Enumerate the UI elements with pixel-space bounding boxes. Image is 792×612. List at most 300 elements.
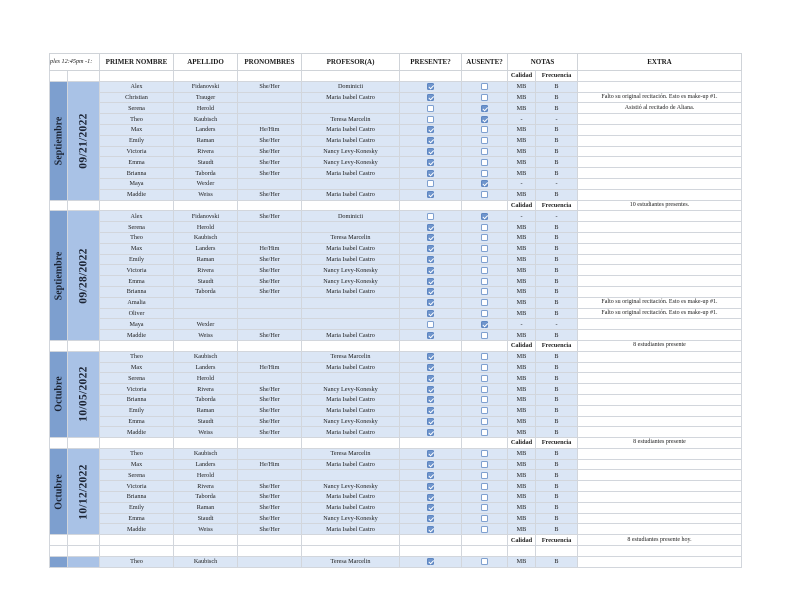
teacher-cell[interactable]: Nancy Levy-Konesky	[302, 416, 400, 427]
absent-checkbox[interactable]	[481, 364, 488, 371]
quality-cell[interactable]: MB	[508, 330, 536, 341]
first-name-cell[interactable]: Oliver	[100, 308, 174, 319]
teacher-cell[interactable]: Nancy Levy-Konesky	[302, 276, 400, 287]
empty-cell[interactable]	[174, 535, 238, 546]
pronouns-cell[interactable]: She/Her	[238, 168, 302, 179]
absent-checkbox[interactable]	[481, 170, 488, 177]
absent-checkbox[interactable]	[481, 278, 488, 285]
present-checkbox[interactable]	[427, 137, 434, 144]
quality-cell[interactable]: MB	[508, 265, 536, 276]
absent-checkbox[interactable]	[481, 116, 488, 123]
empty-cell[interactable]	[462, 200, 508, 211]
last-name-cell[interactable]: Rivera	[174, 384, 238, 395]
last-name-cell[interactable]: Weiss	[174, 189, 238, 200]
absent-checkbox[interactable]	[481, 494, 488, 501]
first-name-cell[interactable]: Serena	[100, 470, 174, 481]
present-checkbox[interactable]	[427, 180, 434, 187]
frequency-cell[interactable]: B	[536, 124, 578, 135]
pronouns-cell[interactable]: She/Her	[238, 276, 302, 287]
empty-cell[interactable]	[400, 438, 462, 449]
extra-cell[interactable]	[578, 513, 742, 524]
pronouns-cell[interactable]: She/Her	[238, 189, 302, 200]
session-summary[interactable]: 8 estudiantes presente hoy.	[578, 535, 742, 546]
frequency-cell[interactable]: B	[536, 265, 578, 276]
present-checkbox[interactable]	[427, 278, 434, 285]
teacher-cell[interactable]: Maria Isabel Castro	[302, 124, 400, 135]
present-checkbox[interactable]	[427, 267, 434, 274]
quality-cell[interactable]: -	[508, 114, 536, 125]
empty-cell[interactable]	[50, 535, 68, 546]
frequency-cell[interactable]: B	[536, 135, 578, 146]
empty-cell[interactable]	[302, 535, 400, 546]
quality-subheader[interactable]: Calidad	[508, 200, 536, 211]
teacher-cell[interactable]: Maria Isabel Castro	[302, 189, 400, 200]
empty-cell[interactable]	[68, 200, 100, 211]
absent-checkbox[interactable]	[481, 504, 488, 511]
quality-cell[interactable]: MB	[508, 243, 536, 254]
extra-cell[interactable]	[578, 254, 742, 265]
session-summary[interactable]: 10 estudiantes presentes.	[578, 200, 742, 211]
month-label[interactable]	[50, 448, 68, 534]
frequency-subheader[interactable]: Frecuencia	[536, 340, 578, 351]
month-label[interactable]	[50, 556, 68, 567]
extra-cell[interactable]	[578, 276, 742, 287]
present-checkbox[interactable]	[427, 526, 434, 533]
first-name-cell[interactable]: Theo	[100, 448, 174, 459]
last-name-cell[interactable]: Taborda	[174, 168, 238, 179]
quality-cell[interactable]: MB	[508, 81, 536, 92]
pronouns-cell[interactable]: She/Her	[238, 513, 302, 524]
frequency-cell[interactable]: B	[536, 351, 578, 362]
pronouns-cell[interactable]: He/Him	[238, 243, 302, 254]
quality-cell[interactable]: MB	[508, 492, 536, 503]
teacher-cell[interactable]: Maria Isabel Castro	[302, 330, 400, 341]
teacher-cell[interactable]: Nancy Levy-Konesky	[302, 146, 400, 157]
pronouns-cell[interactable]: She/Her	[238, 254, 302, 265]
present-checkbox[interactable]	[427, 450, 434, 457]
empty-cell[interactable]	[50, 340, 68, 351]
present-checkbox[interactable]	[427, 483, 434, 490]
extra-cell[interactable]	[578, 524, 742, 535]
frequency-cell[interactable]: B	[536, 254, 578, 265]
pronouns-cell[interactable]: She/Her	[238, 416, 302, 427]
absent-checkbox[interactable]	[481, 418, 488, 425]
empty-cell[interactable]	[174, 200, 238, 211]
quality-cell[interactable]: MB	[508, 189, 536, 200]
empty-cell[interactable]	[302, 71, 400, 82]
last-name-cell[interactable]: Herold	[174, 222, 238, 233]
quality-cell[interactable]: MB	[508, 502, 536, 513]
absent-checkbox[interactable]	[481, 558, 488, 565]
last-name-cell[interactable]: Rivera	[174, 481, 238, 492]
present-checkbox[interactable]	[427, 105, 434, 112]
frequency-cell[interactable]: B	[536, 427, 578, 438]
frequency-cell[interactable]: -	[536, 114, 578, 125]
first-name-cell[interactable]: Serena	[100, 103, 174, 114]
present-checkbox[interactable]	[427, 213, 434, 220]
empty-cell[interactable]	[68, 71, 100, 82]
last-name-cell[interactable]: Weiss	[174, 427, 238, 438]
present-checkbox[interactable]	[427, 494, 434, 501]
teacher-cell[interactable]: Maria Isabel Castro	[302, 492, 400, 503]
present-checkbox[interactable]	[427, 386, 434, 393]
extra-cell[interactable]	[578, 373, 742, 384]
extra-cell[interactable]	[578, 243, 742, 254]
empty-cell[interactable]	[462, 340, 508, 351]
extra-cell[interactable]	[578, 114, 742, 125]
pronouns-cell[interactable]	[238, 351, 302, 362]
pronouns-cell[interactable]: She/Her	[238, 330, 302, 341]
present-checkbox[interactable]	[427, 148, 434, 155]
present-checkbox[interactable]	[427, 429, 434, 436]
first-name-cell[interactable]: Maya	[100, 178, 174, 189]
pronouns-cell[interactable]: She/Her	[238, 157, 302, 168]
present-checkbox[interactable]	[427, 558, 434, 565]
teacher-cell[interactable]: Maria Isabel Castro	[302, 459, 400, 470]
extra-cell[interactable]	[578, 211, 742, 222]
quality-cell[interactable]: MB	[508, 254, 536, 265]
last-name-cell[interactable]: Kaubisch	[174, 556, 238, 567]
present-checkbox[interactable]	[427, 332, 434, 339]
frequency-cell[interactable]: B	[536, 232, 578, 243]
teacher-cell[interactable]: Maria Isabel Castro	[302, 405, 400, 416]
teacher-cell[interactable]: Dominicii	[302, 81, 400, 92]
absent-checkbox[interactable]	[481, 213, 488, 220]
empty-cell[interactable]	[100, 438, 174, 449]
pronouns-cell[interactable]: She/Her	[238, 211, 302, 222]
first-name-cell[interactable]: Maddie	[100, 427, 174, 438]
frequency-cell[interactable]: B	[536, 405, 578, 416]
first-name-cell[interactable]: Serena	[100, 222, 174, 233]
absent-checkbox[interactable]	[481, 515, 488, 522]
present-checkbox[interactable]	[427, 407, 434, 414]
empty-cell[interactable]	[68, 438, 100, 449]
extra-cell[interactable]	[578, 232, 742, 243]
absent-checkbox[interactable]	[481, 105, 488, 112]
month-label[interactable]	[50, 211, 68, 341]
absent-checkbox[interactable]	[481, 288, 488, 295]
first-name-cell[interactable]: Max	[100, 459, 174, 470]
teacher-cell[interactable]: Maria Isabel Castro	[302, 254, 400, 265]
empty-cell[interactable]	[400, 535, 462, 546]
pronouns-cell[interactable]: She/Her	[238, 502, 302, 513]
teacher-cell[interactable]: Nancy Levy-Konesky	[302, 481, 400, 492]
absent-checkbox[interactable]	[481, 429, 488, 436]
last-name-cell[interactable]: Trauger	[174, 92, 238, 103]
extra-cell[interactable]: Asistió al recitado de Aliana.	[578, 103, 742, 114]
first-name-cell[interactable]: Emily	[100, 502, 174, 513]
absent-checkbox[interactable]	[481, 137, 488, 144]
pronouns-cell[interactable]: She/Her	[238, 81, 302, 92]
first-name-cell[interactable]: Maddie	[100, 524, 174, 535]
empty-cell[interactable]	[238, 200, 302, 211]
frequency-subheader[interactable]: Frecuencia	[536, 71, 578, 82]
teacher-cell[interactable]: Nancy Levy-Konesky	[302, 157, 400, 168]
extra-cell[interactable]	[578, 416, 742, 427]
absent-checkbox[interactable]	[481, 321, 488, 328]
quality-cell[interactable]: MB	[508, 232, 536, 243]
quality-cell[interactable]: MB	[508, 286, 536, 297]
present-checkbox[interactable]	[427, 116, 434, 123]
frequency-subheader[interactable]: Frecuencia	[536, 535, 578, 546]
header-first-name[interactable]: PRIMER NOMBRE	[100, 54, 174, 71]
present-checkbox[interactable]	[427, 375, 434, 382]
session-date[interactable]	[68, 81, 100, 200]
header-session[interactable]: ples 12:45pm -1:	[50, 54, 100, 71]
teacher-cell[interactable]	[302, 319, 400, 330]
first-name-cell[interactable]: Victoria	[100, 146, 174, 157]
empty-cell[interactable]	[302, 340, 400, 351]
frequency-cell[interactable]: B	[536, 243, 578, 254]
empty-cell[interactable]	[578, 546, 742, 557]
extra-cell[interactable]	[578, 556, 742, 567]
pronouns-cell[interactable]	[238, 114, 302, 125]
present-checkbox[interactable]	[427, 159, 434, 166]
empty-cell[interactable]	[100, 535, 174, 546]
teacher-cell[interactable]	[302, 373, 400, 384]
quality-cell[interactable]: MB	[508, 459, 536, 470]
first-name-cell[interactable]: Brianna	[100, 286, 174, 297]
absent-checkbox[interactable]	[481, 256, 488, 263]
teacher-cell[interactable]: Maria Isabel Castro	[302, 394, 400, 405]
first-name-cell[interactable]: Max	[100, 362, 174, 373]
present-checkbox[interactable]	[427, 245, 434, 252]
empty-cell[interactable]	[100, 340, 174, 351]
present-checkbox[interactable]	[427, 353, 434, 360]
present-checkbox[interactable]	[427, 364, 434, 371]
absent-checkbox[interactable]	[481, 299, 488, 306]
last-name-cell[interactable]: Kaubisch	[174, 448, 238, 459]
last-name-cell[interactable]: Raman	[174, 254, 238, 265]
absent-checkbox[interactable]	[481, 386, 488, 393]
quality-cell[interactable]: MB	[508, 351, 536, 362]
header-last-name[interactable]: APELLIDO	[174, 54, 238, 71]
pronouns-cell[interactable]	[238, 297, 302, 308]
header-teacher[interactable]: PROFESOR(A)	[302, 54, 400, 71]
quality-cell[interactable]: MB	[508, 416, 536, 427]
extra-cell[interactable]: Falto su original recitación. Esto es make-up #1.	[578, 308, 742, 319]
teacher-cell[interactable]: Maria Isabel Castro	[302, 135, 400, 146]
pronouns-cell[interactable]	[238, 103, 302, 114]
quality-cell[interactable]: -	[508, 178, 536, 189]
last-name-cell[interactable]: Landers	[174, 362, 238, 373]
last-name-cell[interactable]: Rivera	[174, 146, 238, 157]
teacher-cell[interactable]: Nancy Levy-Konesky	[302, 265, 400, 276]
empty-cell[interactable]	[302, 438, 400, 449]
quality-subheader[interactable]: Calidad	[508, 535, 536, 546]
teacher-cell[interactable]: Dominicii	[302, 211, 400, 222]
empty-cell[interactable]	[536, 546, 578, 557]
frequency-cell[interactable]: B	[536, 470, 578, 481]
frequency-cell[interactable]: B	[536, 308, 578, 319]
absent-checkbox[interactable]	[481, 375, 488, 382]
extra-cell[interactable]	[578, 124, 742, 135]
quality-cell[interactable]: MB	[508, 92, 536, 103]
extra-cell[interactable]	[578, 81, 742, 92]
last-name-cell[interactable]: Wexler	[174, 178, 238, 189]
present-checkbox[interactable]	[427, 94, 434, 101]
first-name-cell[interactable]: Amalia	[100, 297, 174, 308]
teacher-cell[interactable]	[302, 308, 400, 319]
last-name-cell[interactable]: Fidanovski	[174, 211, 238, 222]
first-name-cell[interactable]: Emma	[100, 416, 174, 427]
frequency-cell[interactable]: -	[536, 178, 578, 189]
quality-cell[interactable]: MB	[508, 103, 536, 114]
header-pronouns[interactable]: PRONOMBRES	[238, 54, 302, 71]
extra-cell[interactable]: Falto su original recitación. Esto es make-up #1.	[578, 92, 742, 103]
first-name-cell[interactable]: Brianna	[100, 394, 174, 405]
quality-cell[interactable]: MB	[508, 470, 536, 481]
pronouns-cell[interactable]	[238, 470, 302, 481]
present-checkbox[interactable]	[427, 321, 434, 328]
session-date[interactable]	[68, 556, 100, 567]
empty-cell[interactable]	[50, 546, 68, 557]
empty-cell[interactable]	[302, 546, 400, 557]
pronouns-cell[interactable]: He/Him	[238, 362, 302, 373]
teacher-cell[interactable]	[302, 103, 400, 114]
frequency-cell[interactable]: B	[536, 157, 578, 168]
empty-cell[interactable]	[238, 535, 302, 546]
first-name-cell[interactable]: Theo	[100, 232, 174, 243]
pronouns-cell[interactable]: She/Her	[238, 265, 302, 276]
first-name-cell[interactable]: Brianna	[100, 492, 174, 503]
absent-checkbox[interactable]	[481, 94, 488, 101]
present-checkbox[interactable]	[427, 83, 434, 90]
quality-subheader[interactable]: Calidad	[508, 71, 536, 82]
present-checkbox[interactable]	[427, 461, 434, 468]
empty-cell[interactable]	[100, 546, 174, 557]
present-checkbox[interactable]	[427, 504, 434, 511]
present-checkbox[interactable]	[427, 224, 434, 231]
last-name-cell[interactable]: Fidanovski	[174, 81, 238, 92]
teacher-cell[interactable]: Maria Isabel Castro	[302, 427, 400, 438]
extra-cell[interactable]	[578, 265, 742, 276]
frequency-subheader[interactable]: Frecuencia	[536, 200, 578, 211]
session-summary[interactable]: 8 estudiantes presente	[578, 340, 742, 351]
empty-cell[interactable]	[238, 71, 302, 82]
empty-cell[interactable]	[50, 71, 68, 82]
quality-cell[interactable]: MB	[508, 308, 536, 319]
extra-cell[interactable]	[578, 448, 742, 459]
frequency-cell[interactable]: B	[536, 81, 578, 92]
last-name-cell[interactable]: Kaubisch	[174, 351, 238, 362]
pronouns-cell[interactable]: She/Her	[238, 492, 302, 503]
last-name-cell[interactable]: Raman	[174, 135, 238, 146]
pronouns-cell[interactable]	[238, 308, 302, 319]
frequency-cell[interactable]: B	[536, 416, 578, 427]
absent-checkbox[interactable]	[481, 83, 488, 90]
empty-cell[interactable]	[68, 546, 100, 557]
teacher-cell[interactable]	[302, 222, 400, 233]
first-name-cell[interactable]: Max	[100, 124, 174, 135]
extra-cell[interactable]	[578, 405, 742, 416]
absent-checkbox[interactable]	[481, 450, 488, 457]
last-name-cell[interactable]: Rivera	[174, 265, 238, 276]
present-checkbox[interactable]	[427, 472, 434, 479]
first-name-cell[interactable]: Brianna	[100, 168, 174, 179]
empty-cell[interactable]	[400, 71, 462, 82]
empty-cell[interactable]	[68, 340, 100, 351]
absent-checkbox[interactable]	[481, 148, 488, 155]
extra-cell[interactable]	[578, 502, 742, 513]
last-name-cell[interactable]: Landers	[174, 459, 238, 470]
session-date[interactable]	[68, 351, 100, 437]
first-name-cell[interactable]: Alex	[100, 211, 174, 222]
quality-subheader[interactable]: Calidad	[508, 438, 536, 449]
quality-cell[interactable]: MB	[508, 394, 536, 405]
last-name-cell[interactable]: Staudt	[174, 416, 238, 427]
extra-cell[interactable]	[578, 319, 742, 330]
empty-cell[interactable]	[302, 200, 400, 211]
pronouns-cell[interactable]: He/Him	[238, 459, 302, 470]
quality-cell[interactable]: MB	[508, 168, 536, 179]
quality-cell[interactable]: MB	[508, 135, 536, 146]
pronouns-cell[interactable]	[238, 373, 302, 384]
header-absent[interactable]: AUSENTE?	[462, 54, 508, 71]
frequency-cell[interactable]: B	[536, 297, 578, 308]
quality-cell[interactable]: -	[508, 319, 536, 330]
empty-cell[interactable]	[68, 535, 100, 546]
frequency-cell[interactable]: B	[536, 92, 578, 103]
first-name-cell[interactable]: Theo	[100, 114, 174, 125]
extra-cell[interactable]	[578, 427, 742, 438]
quality-cell[interactable]: MB	[508, 373, 536, 384]
frequency-cell[interactable]: B	[536, 394, 578, 405]
present-checkbox[interactable]	[427, 310, 434, 317]
pronouns-cell[interactable]: She/Her	[238, 481, 302, 492]
pronouns-cell[interactable]: He/Him	[238, 124, 302, 135]
last-name-cell[interactable]: Herold	[174, 103, 238, 114]
pronouns-cell[interactable]	[238, 232, 302, 243]
pronouns-cell[interactable]: She/Her	[238, 286, 302, 297]
first-name-cell[interactable]: Theo	[100, 351, 174, 362]
empty-cell[interactable]	[50, 200, 68, 211]
absent-checkbox[interactable]	[481, 159, 488, 166]
quality-cell[interactable]: MB	[508, 481, 536, 492]
absent-checkbox[interactable]	[481, 353, 488, 360]
last-name-cell[interactable]	[174, 308, 238, 319]
session-summary[interactable]: 8 estudiantes presente	[578, 438, 742, 449]
quality-cell[interactable]: MB	[508, 276, 536, 287]
absent-checkbox[interactable]	[481, 332, 488, 339]
quality-cell[interactable]: -	[508, 211, 536, 222]
absent-checkbox[interactable]	[481, 461, 488, 468]
first-name-cell[interactable]: Emma	[100, 276, 174, 287]
empty-cell[interactable]	[508, 546, 536, 557]
present-checkbox[interactable]	[427, 170, 434, 177]
absent-checkbox[interactable]	[481, 310, 488, 317]
frequency-cell[interactable]: B	[536, 103, 578, 114]
absent-checkbox[interactable]	[481, 245, 488, 252]
extra-cell[interactable]	[578, 459, 742, 470]
first-name-cell[interactable]: Emily	[100, 254, 174, 265]
teacher-cell[interactable]: Maria Isabel Castro	[302, 168, 400, 179]
pronouns-cell[interactable]: She/Her	[238, 405, 302, 416]
teacher-cell[interactable]: Maria Isabel Castro	[302, 502, 400, 513]
frequency-cell[interactable]: B	[536, 286, 578, 297]
first-name-cell[interactable]: Emma	[100, 157, 174, 168]
absent-checkbox[interactable]	[481, 126, 488, 133]
absent-checkbox[interactable]	[481, 224, 488, 231]
last-name-cell[interactable]: Landers	[174, 243, 238, 254]
empty-cell[interactable]	[238, 438, 302, 449]
teacher-cell[interactable]	[302, 470, 400, 481]
first-name-cell[interactable]: Emma	[100, 513, 174, 524]
empty-cell[interactable]	[400, 546, 462, 557]
quality-cell[interactable]: MB	[508, 362, 536, 373]
absent-checkbox[interactable]	[481, 267, 488, 274]
pronouns-cell[interactable]	[238, 319, 302, 330]
